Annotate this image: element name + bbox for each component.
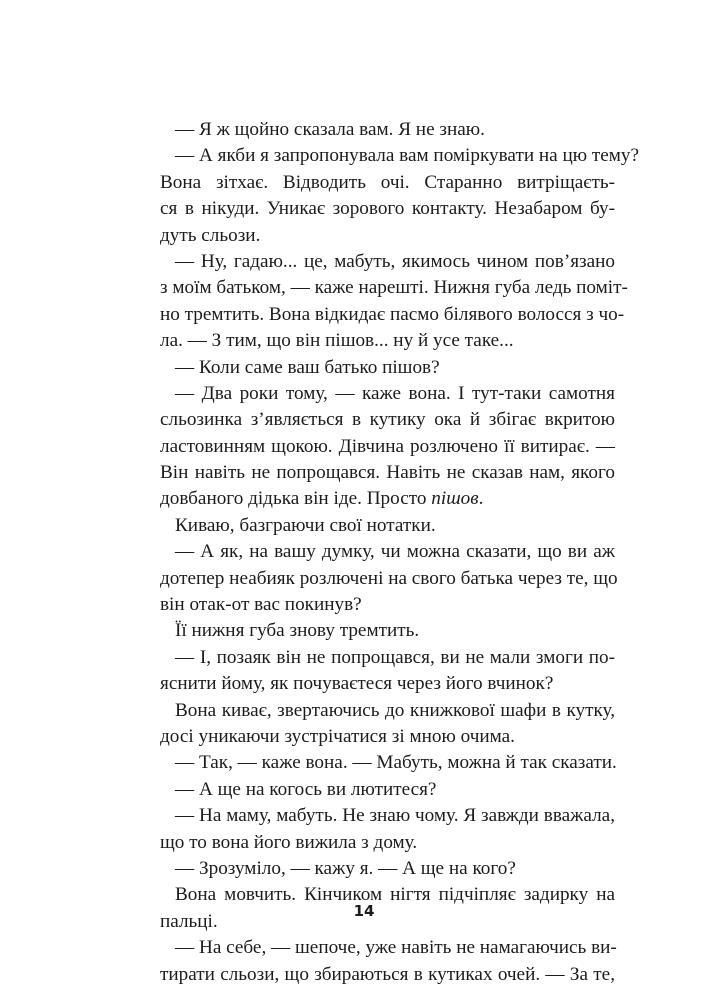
- text-line: [160, 592, 615, 618]
- text-line: [160, 750, 615, 776]
- text-line: [160, 275, 628, 301]
- text-line: [160, 302, 625, 328]
- line-text: ся в нікуди. Уникає зорового контакту. Незабаром бу-: [160, 198, 615, 220]
- line-text: — Так, — каже вона. — Мабуть, можна й так сказати.: [175, 752, 617, 774]
- line-text: — А ще на когось ви лютитеся?: [175, 778, 437, 800]
- line-text: — І, позаяк він не попрощався, ви не мали змоги по-: [175, 646, 615, 668]
- line-text: — А як, на вашу думку, чи можна сказати, що ви аж: [175, 541, 615, 563]
- text-line: [160, 513, 615, 539]
- line-text: дуть сльози.: [160, 224, 261, 246]
- line-text: — На себе, — шепоче, уже навіть не намагаючись ви-: [175, 937, 617, 959]
- text-line: [160, 830, 615, 856]
- text-line: [160, 856, 615, 882]
- line-text: — Я ж щойно сказала вам. Я не знаю.: [175, 119, 485, 140]
- line-text: ластовинням щокою. Дівчина розлючено її витирає. —: [160, 435, 615, 457]
- text-line: [160, 539, 615, 565]
- text-line: [160, 777, 615, 803]
- line-text: Киваю, базграючи свої нотатки.: [175, 514, 436, 536]
- text-line: [160, 460, 615, 486]
- text-line: [160, 170, 615, 196]
- text-line: [160, 355, 615, 381]
- line-text: дотепер неабияк розлючені на свого батька через те, що: [160, 567, 618, 589]
- line-text: — Зрозуміло, — кажу я. — А ще на кого?: [175, 857, 516, 879]
- line-text: що то вона його вижила з дому.: [160, 831, 418, 853]
- line-text: Вона мовчить. Кінчиком нігтя підчіпляє задирку на: [175, 884, 615, 906]
- line-text: но тремтить. Вона відкидає пасмо білявого волосся з чо-: [160, 303, 625, 325]
- text-line: [160, 486, 615, 512]
- line-text: яснити йому, як почуваєтеся через його вчинок?: [160, 673, 554, 695]
- line-text: ла. — З тим, що він пішов... ну й усе таке...: [160, 330, 514, 352]
- text-line: [160, 645, 615, 671]
- line-text-end: .: [478, 488, 484, 510]
- page-number: 14: [353, 902, 375, 920]
- text-line: [160, 803, 615, 829]
- line-text: з моїм батьком, — каже нарешті. Нижня губа ледь поміт-: [160, 277, 628, 299]
- text-line: [160, 328, 615, 354]
- text-line: [160, 407, 615, 433]
- line-text: — А якби я запропонувала вам поміркувати на цю тему?: [175, 145, 640, 167]
- emphasis-text: пішов: [431, 488, 479, 510]
- line-text: Вона киває, звертаючись до книжкової шафи в кутку,: [175, 699, 615, 721]
- line-text: Її нижня губа знову тремтить.: [175, 620, 420, 642]
- line-text: пальці.: [160, 910, 218, 932]
- line-text: він отак-от вас покинув?: [160, 594, 362, 616]
- text-line: [160, 566, 618, 592]
- text-line: [160, 618, 615, 644]
- text-line: [160, 962, 615, 988]
- line-text: довбаного дідька він іде. Просто: [160, 488, 432, 510]
- text-line: [160, 698, 615, 724]
- text-line: [160, 223, 615, 249]
- line-text: — Два роки тому, — каже вона. І тут-таки самотня: [175, 382, 615, 404]
- body-text: [160, 117, 640, 988]
- text-line: [160, 671, 615, 697]
- line-text: — Коли саме ваш батько пішов?: [175, 356, 440, 378]
- text-line: [160, 143, 640, 169]
- text-line: [160, 935, 615, 961]
- line-text: досі уникаючи зустрічатися зі мною очима.: [160, 725, 515, 747]
- text-line: [160, 434, 615, 460]
- text-line: [160, 196, 615, 222]
- line-text: — На маму, мабуть. Не знаю чому. Я завжди вважала,: [175, 805, 615, 827]
- text-line: [160, 381, 615, 407]
- line-text: сльозинка з’являється в кутику ока й збігає вкритою: [160, 409, 615, 431]
- text-line: [160, 724, 615, 750]
- line-text: Вона зітхає. Відводить очі. Старанно витріщаєть-: [160, 171, 615, 193]
- line-text: Він навіть не попрощався. Навіть не сказав нам, якого: [160, 462, 615, 484]
- text-line: [160, 117, 615, 143]
- text-line: [160, 249, 615, 275]
- line-text: — Ну, гадаю... це, мабуть, якимось чином пов’язано: [175, 250, 615, 272]
- line-text: тирати сльози, що збираються в кутиках очей. — За те,: [160, 963, 615, 985]
